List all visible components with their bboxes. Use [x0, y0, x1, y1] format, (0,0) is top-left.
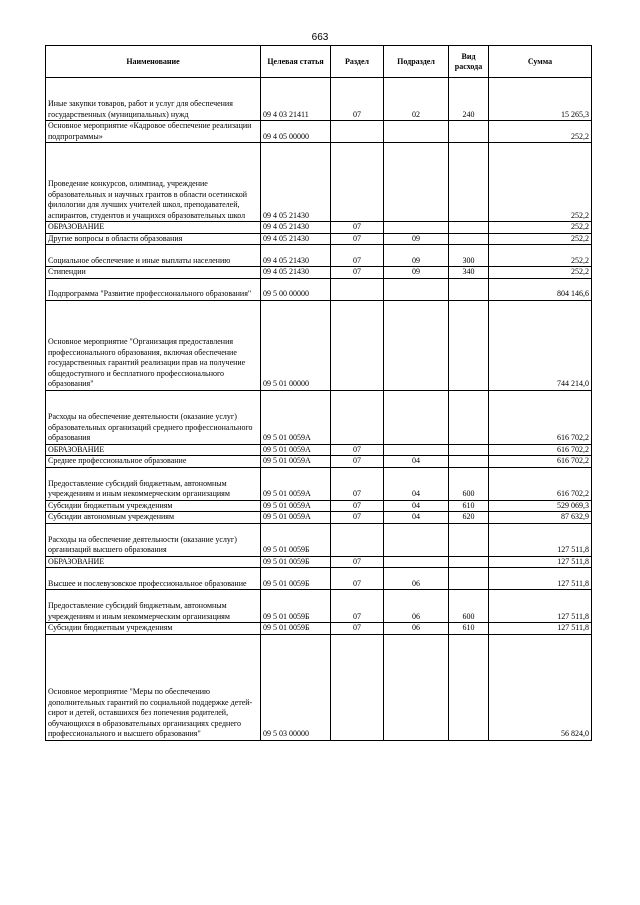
- row-name-cell: Предоставление субсидий бюджетным, автономным учреждениям и иным некоммерческим организациям: [46, 590, 261, 623]
- row-expense-type-cell: [449, 222, 489, 234]
- table-row: [46, 500, 592, 512]
- row-section-cell: [331, 523, 384, 556]
- row-target-cell: 09 5 03 00000: [261, 634, 331, 740]
- row-section-cell: 07: [331, 568, 384, 590]
- page-number: 663: [311, 32, 329, 43]
- row-name-cell: Социальное обеспечение и иные выплаты населению: [46, 245, 261, 267]
- row-section-cell: 07: [331, 267, 384, 279]
- table-row: [46, 512, 592, 524]
- row-target-cell: 09 5 01 0059А: [261, 500, 331, 512]
- row-target-cell: 09 4 05 21430: [261, 222, 331, 234]
- row-expense-type-cell: [449, 634, 489, 740]
- row-expense-type-cell: [449, 444, 489, 456]
- row-target-cell: 09 5 01 0059Б: [261, 623, 331, 635]
- row-amount-cell: 529 069,3: [489, 500, 592, 512]
- row-name-cell: ОБРАЗОВАНИЕ: [46, 222, 261, 234]
- row-name-cell: Основное мероприятие "Меры по обеспечению дополнительных гарантий по социальной поддержке детей-сирот и детей, оставшихся без попечения родителей, обучающихся в образовательных организациях среднего профессионального и высшего образования": [46, 634, 261, 740]
- row-subsection-cell: [384, 523, 449, 556]
- row-expense-type-cell: 240: [449, 78, 489, 121]
- row-target-cell: 09 5 01 0059А: [261, 444, 331, 456]
- row-name-cell: Расходы на обеспечение деятельности (оказание услуг) организаций высшего образования: [46, 523, 261, 556]
- header-target: Целевая статья: [261, 46, 331, 78]
- row-expense-type-cell: [449, 556, 489, 568]
- row-target-cell: 09 5 01 0059Б: [261, 556, 331, 568]
- row-section-cell: 07: [331, 623, 384, 635]
- row-amount-cell: 616 702,2: [489, 390, 592, 444]
- row-amount-cell: 252,2: [489, 222, 592, 234]
- row-target-cell: 09 5 01 0059А: [261, 467, 331, 500]
- table-row: [46, 590, 592, 623]
- row-target-cell: 09 5 01 0059А: [261, 456, 331, 468]
- row-name-cell: Субсидии бюджетным учреждениям: [46, 500, 261, 512]
- row-section-cell: [331, 300, 384, 390]
- row-section-cell: 07: [331, 467, 384, 500]
- row-target-cell: 09 4 03 21411: [261, 78, 331, 121]
- row-section-cell: 07: [331, 556, 384, 568]
- row-subsection-cell: [384, 300, 449, 390]
- row-section-cell: [331, 634, 384, 740]
- row-expense-type-cell: 610: [449, 500, 489, 512]
- row-section-cell: [331, 143, 384, 222]
- row-name-cell: Субсидии бюджетным учреждениям: [46, 623, 261, 635]
- row-expense-type-cell: [449, 456, 489, 468]
- row-expense-type-cell: 600: [449, 467, 489, 500]
- row-subsection-cell: 06: [384, 590, 449, 623]
- row-amount-cell: 252,2: [489, 121, 592, 143]
- row-section-cell: [331, 390, 384, 444]
- row-name-cell: Другие вопросы в области образования: [46, 233, 261, 245]
- row-subsection-cell: 02: [384, 78, 449, 121]
- row-amount-cell: 127 511,8: [489, 523, 592, 556]
- row-amount-cell: 127 511,8: [489, 623, 592, 635]
- row-target-cell: 09 5 01 0059А: [261, 390, 331, 444]
- row-expense-type-cell: 620: [449, 512, 489, 524]
- table-body: [46, 78, 592, 741]
- row-subsection-cell: [384, 444, 449, 456]
- row-name-cell: Основное мероприятие "Организация предоставления профессионального образования, включая обеспечение государственных гарантий реализации прав на получение общедоступного и бесплатного профессионального образования": [46, 300, 261, 390]
- row-amount-cell: 804 146,6: [489, 278, 592, 300]
- row-subsection-cell: [384, 390, 449, 444]
- row-name-cell: Субсидии автономным учреждениям: [46, 512, 261, 524]
- row-name-cell: Высшее и послевузовское профессиональное образование: [46, 568, 261, 590]
- table-row: [46, 623, 592, 635]
- row-subsection-cell: 09: [384, 267, 449, 279]
- row-expense-type-cell: [449, 278, 489, 300]
- row-subsection-cell: [384, 278, 449, 300]
- row-target-cell: 09 4 05 21430: [261, 267, 331, 279]
- row-subsection-cell: [384, 121, 449, 143]
- row-target-cell: 09 4 05 00000: [261, 121, 331, 143]
- table-row: [46, 634, 592, 740]
- row-amount-cell: 744 214,0: [489, 300, 592, 390]
- row-expense-type-cell: [449, 523, 489, 556]
- row-expense-type-cell: [449, 143, 489, 222]
- table-row: [46, 233, 592, 245]
- table-row: [46, 568, 592, 590]
- row-name-cell: Подпрограмма "Развитие профессионального образования": [46, 278, 261, 300]
- row-target-cell: 09 4 05 21430: [261, 245, 331, 267]
- header-expense-type: Вид расхода: [449, 46, 489, 78]
- table-row: [46, 267, 592, 279]
- table-row: [46, 523, 592, 556]
- row-subsection-cell: 04: [384, 467, 449, 500]
- row-name-cell: Расходы на обеспечение деятельности (оказание услуг) образовательных организаций среднего профессионального образования: [46, 390, 261, 444]
- row-amount-cell: 127 511,8: [489, 556, 592, 568]
- row-name-cell: Предоставление субсидий бюджетным, автономным учреждениям и иным некоммерческим организациям: [46, 467, 261, 500]
- table-header-row: [46, 46, 592, 78]
- header-subsection: Подраздел: [384, 46, 449, 78]
- row-amount-cell: 616 702,2: [489, 456, 592, 468]
- row-subsection-cell: 04: [384, 512, 449, 524]
- row-target-cell: 09 5 01 0059А: [261, 512, 331, 524]
- table-row: [46, 143, 592, 222]
- row-amount-cell: 616 702,2: [489, 444, 592, 456]
- row-subsection-cell: 06: [384, 568, 449, 590]
- row-section-cell: 07: [331, 233, 384, 245]
- row-amount-cell: 252,2: [489, 233, 592, 245]
- row-target-cell: 09 5 01 0059Б: [261, 523, 331, 556]
- row-expense-type-cell: 610: [449, 623, 489, 635]
- row-amount-cell: 252,2: [489, 143, 592, 222]
- header-amount: Сумма: [489, 46, 592, 78]
- row-target-cell: 09 5 00 00000: [261, 278, 331, 300]
- row-subsection-cell: [384, 222, 449, 234]
- row-subsection-cell: [384, 556, 449, 568]
- table-row: [46, 222, 592, 234]
- row-section-cell: 07: [331, 512, 384, 524]
- row-amount-cell: 252,2: [489, 267, 592, 279]
- row-expense-type-cell: 600: [449, 590, 489, 623]
- row-expense-type-cell: [449, 568, 489, 590]
- table-row: [46, 278, 592, 300]
- row-amount-cell: 252,2: [489, 245, 592, 267]
- row-section-cell: [331, 121, 384, 143]
- row-name-cell: Основное мероприятие «Кадровое обеспечение реализации подпрограммы»: [46, 121, 261, 143]
- row-subsection-cell: [384, 634, 449, 740]
- table-row: [46, 390, 592, 444]
- table-row: [46, 121, 592, 143]
- row-amount-cell: 56 824,0: [489, 634, 592, 740]
- row-amount-cell: 87 632,9: [489, 512, 592, 524]
- row-expense-type-cell: 300: [449, 245, 489, 267]
- row-expense-type-cell: [449, 300, 489, 390]
- row-section-cell: 07: [331, 456, 384, 468]
- row-target-cell: 09 4 05 21430: [261, 143, 331, 222]
- header-section: Раздел: [331, 46, 384, 78]
- row-target-cell: 09 5 01 00000: [261, 300, 331, 390]
- table-row: [46, 556, 592, 568]
- row-name-cell: Проведение конкурсов, олимпиад, учреждение образовательных и научных грантов в области осетинской филологии для лучших учителей школ, преподавателей, аспирантов, студентов и учащихся образовательных школ: [46, 143, 261, 222]
- row-section-cell: [331, 278, 384, 300]
- row-section-cell: 07: [331, 78, 384, 121]
- row-name-cell: ОБРАЗОВАНИЕ: [46, 556, 261, 568]
- row-target-cell: 09 5 01 0059Б: [261, 590, 331, 623]
- row-amount-cell: 127 511,8: [489, 568, 592, 590]
- row-amount-cell: 127 511,8: [489, 590, 592, 623]
- table-row: [46, 456, 592, 468]
- row-expense-type-cell: [449, 233, 489, 245]
- row-subsection-cell: 04: [384, 500, 449, 512]
- table-row: [46, 444, 592, 456]
- row-name-cell: Среднее профессиональное образование: [46, 456, 261, 468]
- budget-table: [45, 45, 592, 741]
- table-row: [46, 300, 592, 390]
- row-subsection-cell: 06: [384, 623, 449, 635]
- row-section-cell: 07: [331, 500, 384, 512]
- row-subsection-cell: 09: [384, 245, 449, 267]
- row-name-cell: Стипендии: [46, 267, 261, 279]
- row-amount-cell: 616 702,2: [489, 467, 592, 500]
- row-name-cell: ОБРАЗОВАНИЕ: [46, 444, 261, 456]
- row-amount-cell: 15 265,3: [489, 78, 592, 121]
- row-subsection-cell: 04: [384, 456, 449, 468]
- header-name: Наименование: [46, 46, 261, 78]
- row-section-cell: 07: [331, 245, 384, 267]
- row-expense-type-cell: [449, 121, 489, 143]
- row-target-cell: 09 4 05 21430: [261, 233, 331, 245]
- row-section-cell: 07: [331, 222, 384, 234]
- row-expense-type-cell: [449, 390, 489, 444]
- row-section-cell: 07: [331, 590, 384, 623]
- table-row: [46, 467, 592, 500]
- row-target-cell: 09 5 01 0059Б: [261, 568, 331, 590]
- row-section-cell: 07: [331, 444, 384, 456]
- table-row: [46, 78, 592, 121]
- row-name-cell: Иные закупки товаров, работ и услуг для обеспечения государственных (муниципальных) нужд: [46, 78, 261, 121]
- row-subsection-cell: [384, 143, 449, 222]
- row-expense-type-cell: 340: [449, 267, 489, 279]
- row-subsection-cell: 09: [384, 233, 449, 245]
- table-row: [46, 245, 592, 267]
